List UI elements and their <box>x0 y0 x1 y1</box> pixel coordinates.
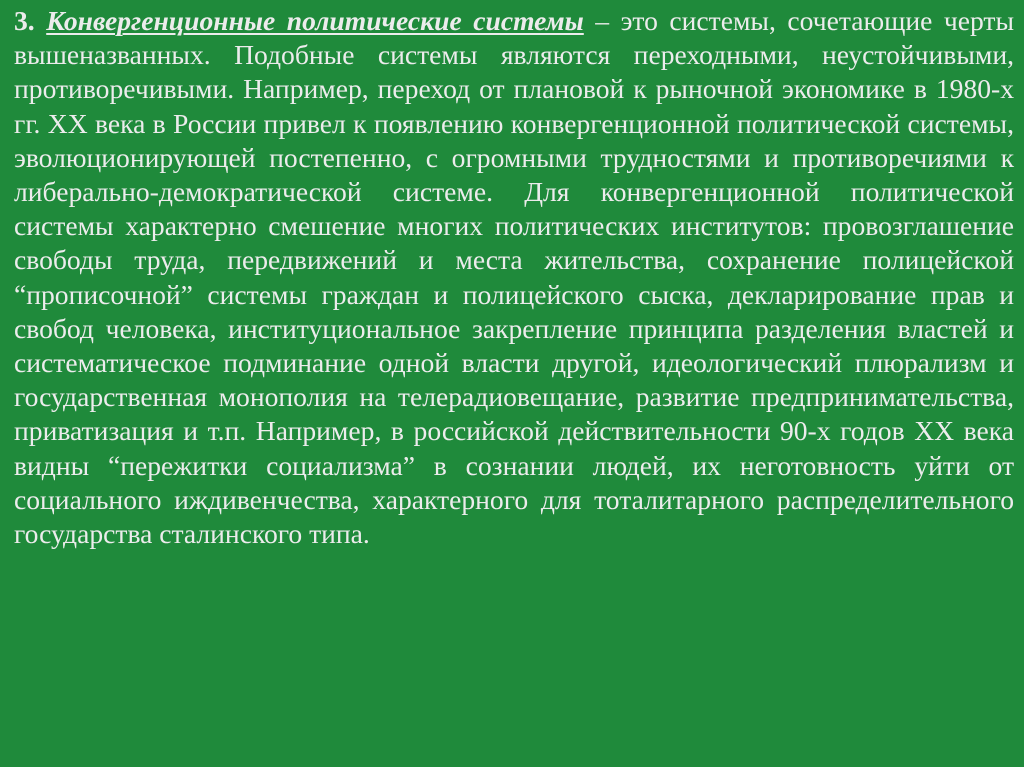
defined-term: Конвергенционные политические системы <box>46 5 584 36</box>
section-number: 3. <box>14 5 35 36</box>
paragraph-body: – это системы, сочетающие черты вышеназванных. Подобные системы являются переходными, неустойчивыми, противоречивыми. Например, переход от плановой к рыночной экономике в 1980-х гг. XX века в России привел к появлению конвергенционной политической системы, эволюционирующей постепенно, с огромными трудностями и противоречиями к либерально-демократической системе. Для конвергенционной политической системы характерно смешение многих политических институтов: провозглашение свободы труда, передвижений и места жительства, сохранение полицейской “прописочной” системы граждан и полицейского сыска, декларирование прав и свобод человека, институциональное закрепление принципа разделения властей и систематическое подминание одной власти другой, идеологический плюрализм и государственная монополия на телерадиовещание, развитие предпринимательства, приватизация и т.п. Например, в российской действительности 90-х годов XX века видны “пережитки социализма” в сознании людей, их неготовность уйти от социального иждивенчества, характерного для тоталитарного распределительного государства сталинского типа. <box>14 5 1014 550</box>
slide-paragraph <box>14 4 1014 551</box>
